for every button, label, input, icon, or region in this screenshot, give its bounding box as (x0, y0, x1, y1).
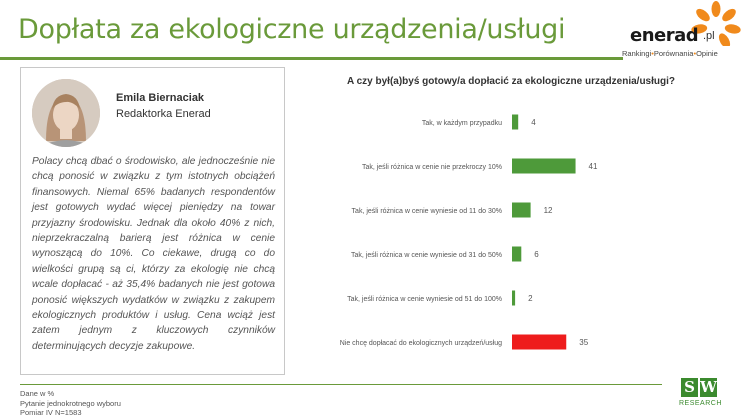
bar (512, 291, 515, 306)
sw-research-text: RESEARCH (679, 400, 722, 407)
value-label: 12 (543, 206, 553, 215)
chart-title: A czy był(a)byś gotowy/a dopłacić za ekologiczne urządzenia/usługi? (346, 76, 676, 87)
bar (512, 159, 576, 174)
logo-tagline: Rankingi•Porównania•Opinie (622, 49, 718, 58)
sw-letter-s: S (681, 378, 698, 397)
logo-suffix: .pl (703, 30, 715, 42)
value-label: 4 (531, 118, 536, 127)
footnotes (20, 389, 121, 418)
category-label: Tak, jeśli różnica w cenie wyniesie od 11 do 30% (351, 208, 502, 215)
footnote: Dane w % (20, 389, 55, 398)
quote-card (20, 67, 285, 375)
footnote: Pomiar IV N=1583 (20, 408, 82, 417)
bar (512, 115, 518, 130)
tagline-item: Opinie (696, 49, 718, 58)
category-label: Tak, jeśli różnica w cenie wyniesie od 51 do 100% (347, 296, 502, 303)
bar (512, 247, 521, 262)
category-label: Tak, jeśli różnica w cenie nie przekroczy 10% (361, 164, 502, 171)
category-label: Nie chcę dopłacać do ekologicznych urządzeń/usług (339, 340, 502, 347)
value-label: 35 (579, 338, 589, 347)
value-label: 2 (528, 294, 533, 303)
sw-research-logo (678, 378, 724, 418)
author-name: Emila Biernaciak (116, 92, 205, 104)
enerad-logo[interactable] (616, 0, 750, 62)
bar-chart (290, 100, 710, 360)
category-label: Tak, w każdym przypadku (421, 120, 502, 127)
category-label: Tak, jeśli różnica w cenie wyniesie od 31 do 50% (351, 252, 502, 259)
footer-divider (20, 384, 662, 385)
sw-letter-w: W (700, 378, 717, 396)
page-title: Dopłata za ekologiczne urządzenia/usługi (18, 14, 566, 45)
bar (512, 335, 566, 350)
tagline-item: Rankingi (622, 49, 652, 58)
tagline-item: Porównania (653, 49, 694, 58)
footnote: Pytanie jednokrotnego wyboru (20, 398, 121, 408)
quote-text: Polacy chcą dbać o środowisko, ale jednocześnie nie chcą ponosić w związku z tym istotnych obciążeń finansowych. Niemal 65% badanych respondentów jest gotowych wydać więcej pieniędzy na towar przyjazny środowisku. Jednak dla około 40% z nich, nieprzekraczalną barierą jest różnica w cenie wynoszącą do 10%. Co ciekawe, drugą co do wielkości grupą są ci, którzy za ekologię nie chcą wcale dopłacać - aż 35,4% badanych nie jest gotowa ponosić większych wydatków w związku z zakupem ekologicznych produktów i usług. Cena wciąż jest zatem jednym z kluczowych czynników determinujących decyzje zakupowe. (32, 156, 275, 352)
logo-wordmark: enerad (630, 25, 699, 46)
bar (512, 203, 531, 218)
value-label: 6 (534, 250, 539, 259)
avatar (32, 79, 100, 147)
value-label: 41 (588, 162, 598, 171)
author-role: Redaktorka Enerad (116, 108, 211, 120)
title-divider (0, 57, 623, 60)
